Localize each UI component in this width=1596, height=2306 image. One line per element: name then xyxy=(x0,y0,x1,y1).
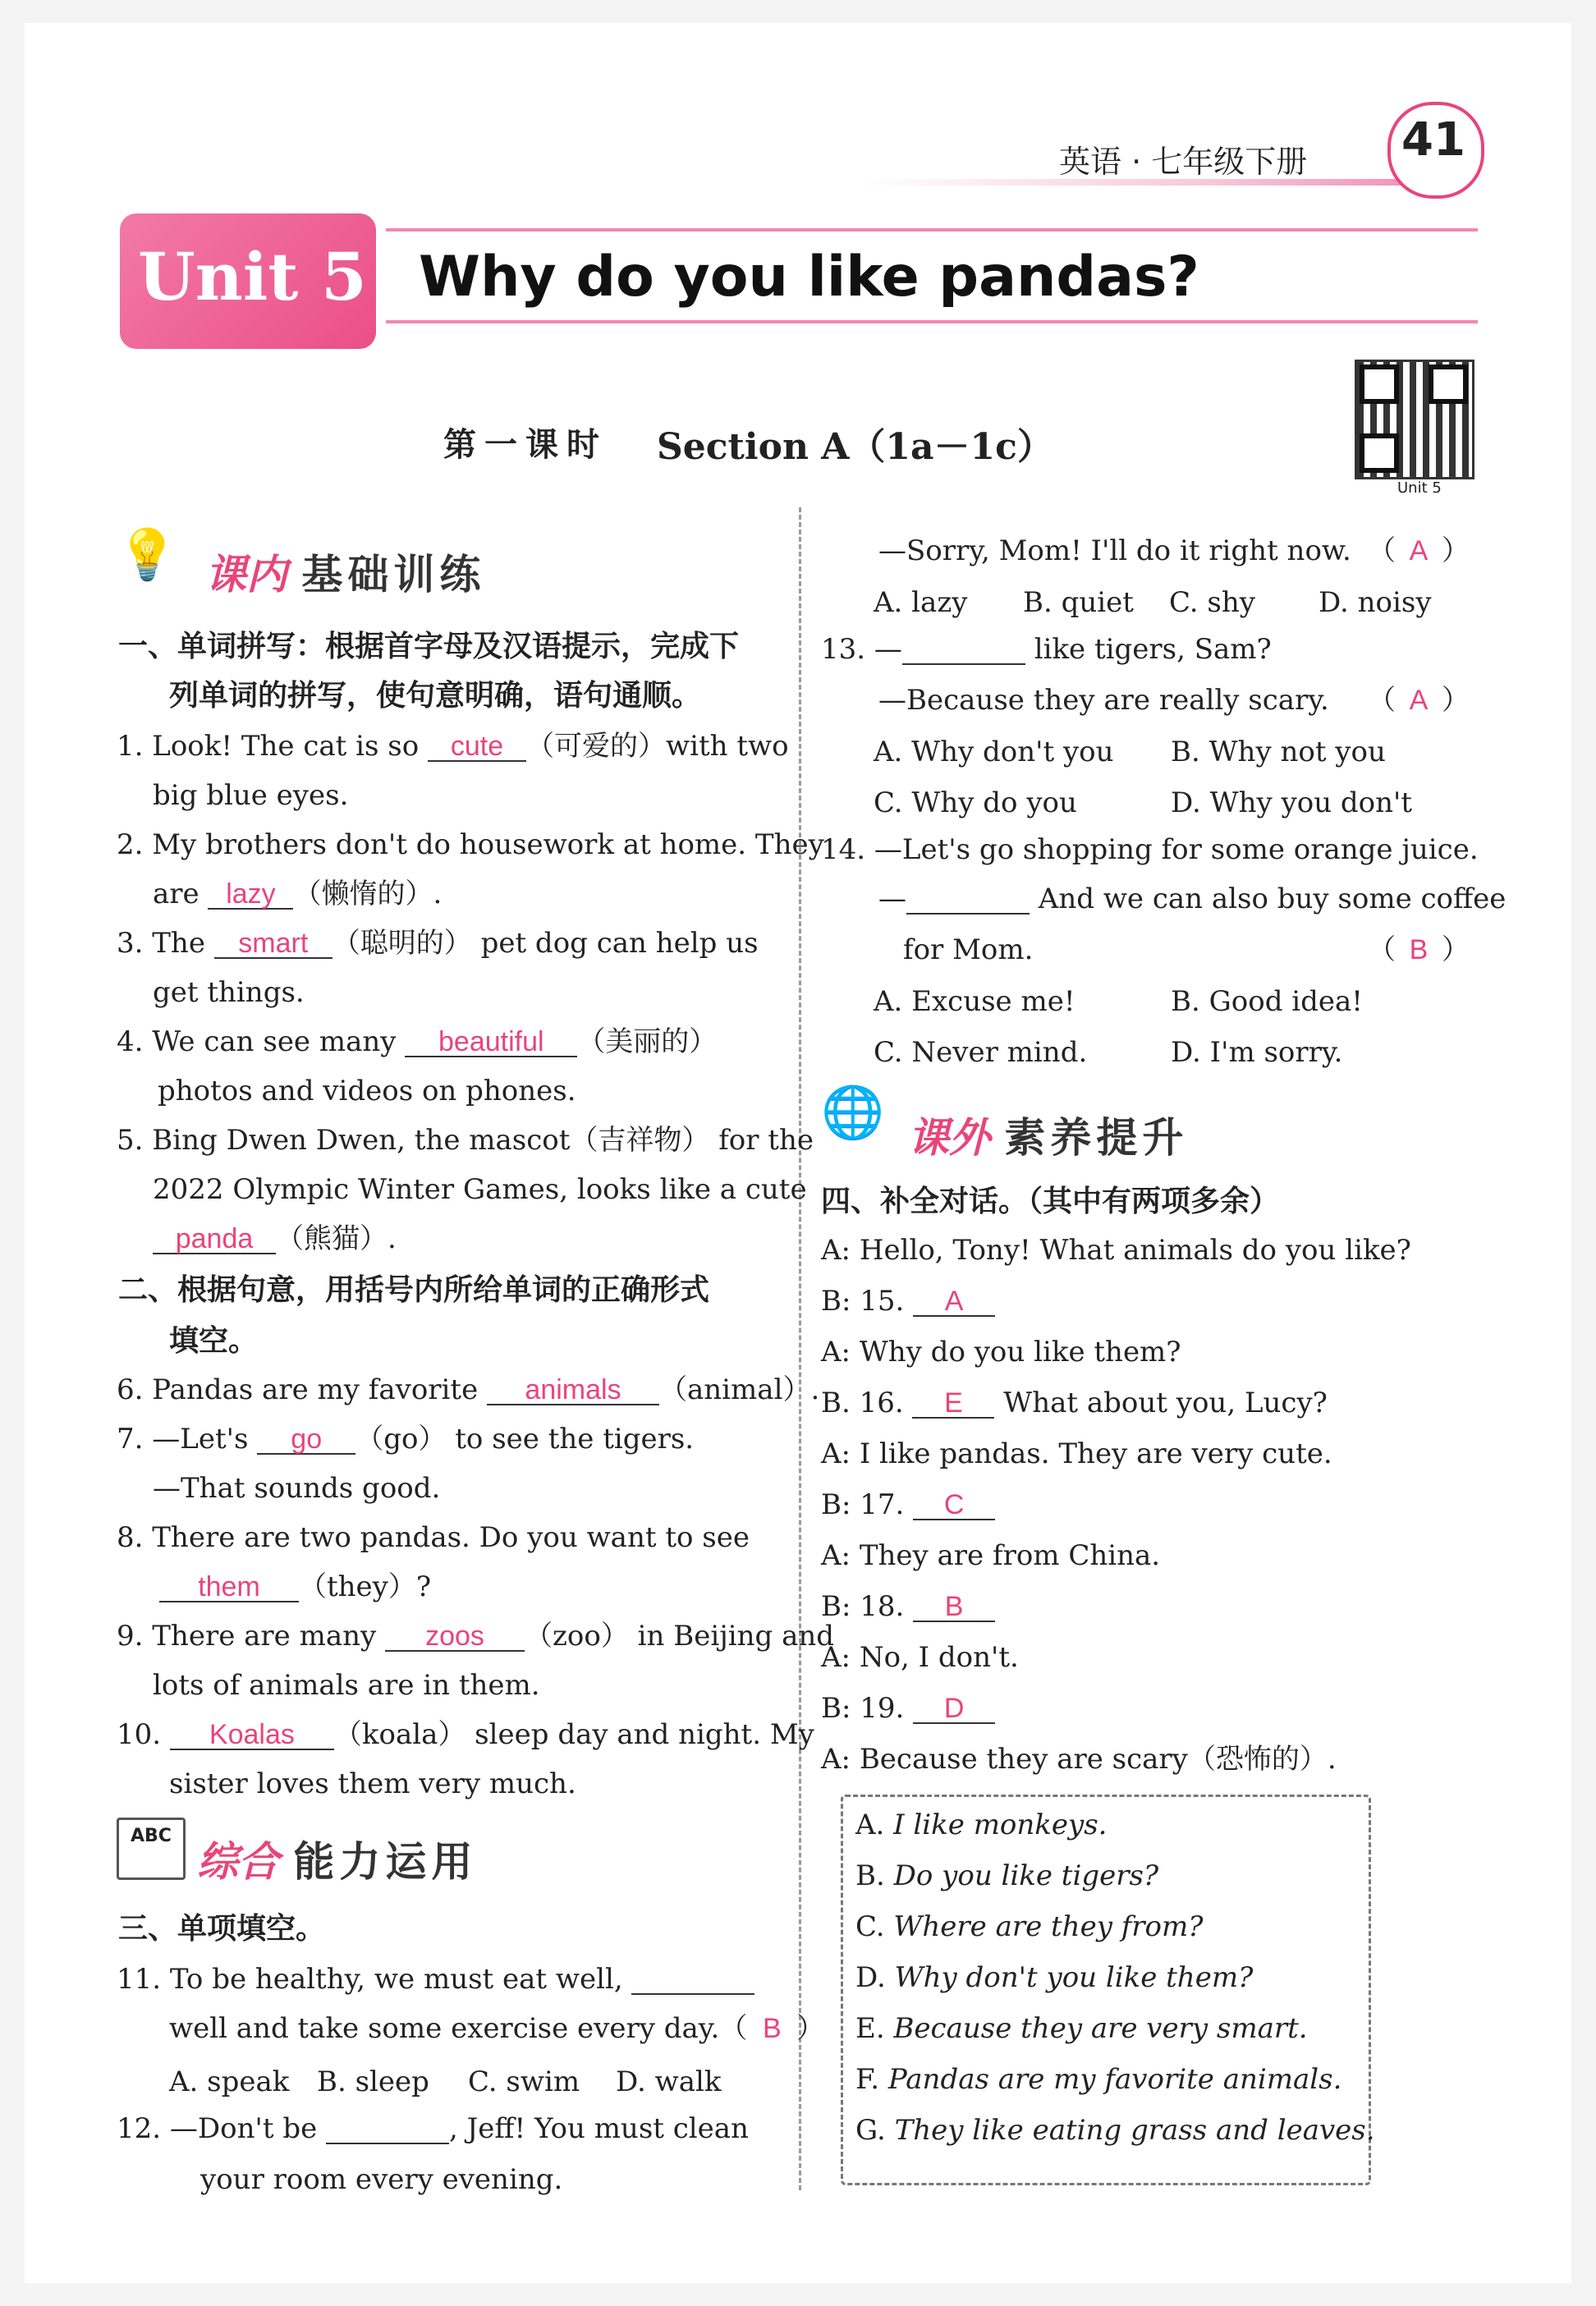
q4-cont: photos and videos on phones. xyxy=(158,1075,576,1107)
q12-option[interactable]: A. lazy xyxy=(874,586,968,619)
column-divider xyxy=(799,507,801,2190)
q5-cont2: panda （熊猫）. xyxy=(153,1225,397,1254)
q11-option[interactable]: C. swim xyxy=(468,2065,580,2098)
book-abc-icon: ABC xyxy=(117,1818,186,1880)
q1-answer[interactable]: cute xyxy=(428,732,526,762)
section2-heading: 综合 能力运用 xyxy=(197,1838,478,1886)
dialogue-option: G. They like eating grass and leaves. xyxy=(855,2114,1375,2147)
q12-option[interactable]: B. quiet xyxy=(1023,586,1134,619)
q12-reply: —Sorry, Mom! I'll do it right now. xyxy=(878,534,1351,567)
q4: 4. We can see many beautiful （美丽的） xyxy=(117,1025,718,1058)
page xyxy=(25,23,1571,2283)
q8-cont: them （they）? xyxy=(159,1573,431,1602)
qr-finder-icon xyxy=(1429,364,1468,404)
qr-finder-icon xyxy=(1360,433,1399,473)
lamp-icon: 💡 xyxy=(117,526,178,584)
q11-option[interactable]: B. sleep xyxy=(317,2065,429,2098)
banner-bottom-rule xyxy=(386,320,1478,323)
dialogue-line: A: Why do you like them? xyxy=(821,1336,1181,1368)
q12-cont: your room every evening. xyxy=(200,2163,563,2196)
dialogue-answer[interactable]: C xyxy=(913,1491,995,1520)
q14-option[interactable]: C. Never mind. xyxy=(874,1036,1088,1069)
q8: 8. There are two pandas. Do you want to see xyxy=(117,1521,750,1554)
q13-option[interactable]: B. Why not you xyxy=(1171,736,1386,768)
part1-head-2: 列单词的拼写，使句意明确，语句通顺。 xyxy=(169,679,702,713)
dialogue-option: E. Because they are very smart. xyxy=(855,2012,1308,2045)
part4-head: 四、补全对话。（其中有两项多余） xyxy=(821,1185,1280,1218)
unit-label: Unit 5 xyxy=(138,238,367,315)
q11-answer[interactable]: B xyxy=(762,2013,782,2044)
q14-option[interactable]: B. Good idea! xyxy=(1171,985,1363,1018)
banner-top-rule xyxy=(386,228,1478,232)
q10-cont: sister loves them very much. xyxy=(169,1767,576,1800)
q5-cont: 2022 Olympic Winter Games, looks like a cute xyxy=(153,1173,807,1206)
book-title: 英语 · 七年级下册 xyxy=(1059,144,1308,180)
q13: 13. — like tigers, Sam? xyxy=(821,633,1272,666)
q6: 6. Pandas are my favorite animals （animal）. xyxy=(117,1373,820,1406)
q7-answer[interactable]: go xyxy=(257,1425,355,1455)
page-number: 41 xyxy=(1401,113,1465,167)
dialogue-line: B: 18. B xyxy=(821,1593,995,1622)
dialogue-line: A: They are from China. xyxy=(821,1539,1161,1572)
dialogue-answer[interactable]: B xyxy=(913,1593,995,1622)
q13-cont: —Because they are really scary. xyxy=(878,684,1329,717)
q13-option[interactable]: D. Why you don't xyxy=(1171,786,1413,819)
q13-option[interactable]: A. Why don't you xyxy=(874,736,1114,768)
q12-option[interactable]: C. shy xyxy=(1169,586,1255,619)
q7-cont: —That sounds good. xyxy=(153,1472,441,1505)
q14: 14. —Let's go shopping for some orange juice. xyxy=(821,833,1479,866)
q14-cont: — And we can also buy some coffee xyxy=(878,883,1507,915)
dialogue-option: D. Why don't you like them? xyxy=(855,1961,1254,1994)
dialogue-line: A: I like pandas. They are very cute. xyxy=(821,1437,1332,1470)
part2-head-1: 二、根据句意，用括号内所给单词的正确形式 xyxy=(118,1273,710,1307)
q11-option[interactable]: A. speak xyxy=(169,2065,290,2098)
q9-cont: lots of animals are in them. xyxy=(153,1669,540,1702)
q9-answer[interactable]: zoos xyxy=(385,1622,525,1652)
q2: 2. My brothers don't do housework at home. They xyxy=(117,828,824,861)
q4-answer[interactable]: beautiful xyxy=(405,1028,577,1057)
qr-caption: Unit 5 xyxy=(1397,479,1442,497)
q8-answer[interactable]: them xyxy=(159,1573,299,1602)
dialogue-option: A. I like monkeys. xyxy=(855,1809,1108,1841)
dialogue-line: A: Hello, Tony! What animals do you like? xyxy=(821,1234,1411,1267)
lesson-cn: 第一课时 xyxy=(443,426,608,464)
part1-head-1: 一、单词拼写：根据首字母及汉语提示，完成下 xyxy=(118,630,740,663)
q13-answer[interactable]: A xyxy=(1409,685,1429,716)
globe-icon: 🌐 xyxy=(821,1082,885,1142)
q3-cont: get things. xyxy=(153,976,305,1009)
q14-answer-bracket: （ B ） xyxy=(1368,933,1470,966)
dialogue-option: C. Where are they from? xyxy=(855,1910,1204,1943)
q2-answer[interactable]: lazy xyxy=(208,880,293,910)
dialogue-line: B. 16. E What about you, Lucy? xyxy=(821,1387,1328,1419)
q9: 9. There are many zoos （zoo） in Beijing and xyxy=(117,1620,835,1653)
q14-option[interactable]: D. I'm sorry. xyxy=(1171,1036,1343,1069)
part2-head-2: 填空。 xyxy=(169,1324,259,1358)
dialogue-line: A: No, I don't. xyxy=(821,1641,1019,1674)
q11-cont: well and take some exercise every day.（ B ） xyxy=(169,2012,825,2045)
lesson-en: Section A（1a－1c） xyxy=(657,426,1053,468)
q5-answer[interactable]: panda xyxy=(153,1225,276,1254)
q12: 12. —Don't be , Jeff! You must clean xyxy=(117,2112,749,2145)
q13-option[interactable]: C. Why do you xyxy=(874,786,1077,819)
dialogue-answer[interactable]: D xyxy=(913,1694,995,1724)
dialogue-line: B: 15. A xyxy=(821,1287,995,1317)
q12-answer[interactable]: A xyxy=(1409,535,1429,566)
qr-finder-icon xyxy=(1360,364,1399,404)
dialogue-line: B: 17. C xyxy=(821,1491,995,1520)
q13-answer-bracket: （ A ） xyxy=(1368,684,1470,717)
q14-answer[interactable]: B xyxy=(1409,934,1429,965)
q5: 5. Bing Dwen Dwen, the mascot（吉祥物） for the xyxy=(117,1124,814,1157)
q1-cont: big blue eyes. xyxy=(153,779,349,812)
q3: 3. The smart （聪明的） pet dog can help us xyxy=(117,927,759,960)
dialogue-answer[interactable]: A xyxy=(913,1287,995,1317)
dialogue-option: B. Do you like tigers? xyxy=(855,1859,1159,1892)
q14-option[interactable]: A. Excuse me! xyxy=(874,985,1075,1018)
dialogue-line: B: 19. D xyxy=(821,1694,995,1724)
q11-option[interactable]: D. walk xyxy=(616,2065,722,2098)
q10: 10. Koalas （koala） sleep day and night. My xyxy=(117,1718,814,1751)
q3-answer[interactable]: smart xyxy=(214,929,332,959)
q1: 1. Look! The cat is so cute （可爱的）with two xyxy=(117,730,789,763)
section1-heading: 课内 基础训练 xyxy=(205,551,486,598)
dialogue-answer[interactable]: E xyxy=(912,1389,994,1419)
q10-answer[interactable]: Koalas xyxy=(170,1721,334,1750)
unit-title: Why do you like pandas? xyxy=(419,245,1199,309)
q11: 11. To be healthy, we must eat well, xyxy=(117,1965,754,1995)
q2-cont: are lazy （懒惰的）. xyxy=(153,878,443,910)
dialogue-option: F. Pandas are my favorite animals. xyxy=(855,2063,1342,2096)
q12-option[interactable]: D. noisy xyxy=(1319,586,1432,619)
q14-cont2: for Mom. xyxy=(903,933,1034,966)
part3-head: 三、单项填空。 xyxy=(118,1912,326,1946)
q6-answer[interactable]: animals xyxy=(487,1376,659,1405)
q12-answer-bracket: （ A ） xyxy=(1368,534,1470,567)
q7: 7. —Let's go （go） to see the tigers. xyxy=(117,1423,695,1456)
dialogue-line: A: Because they are scary（恐怖的）. xyxy=(821,1743,1337,1776)
section3-heading: 课外 素养提升 xyxy=(908,1114,1189,1162)
